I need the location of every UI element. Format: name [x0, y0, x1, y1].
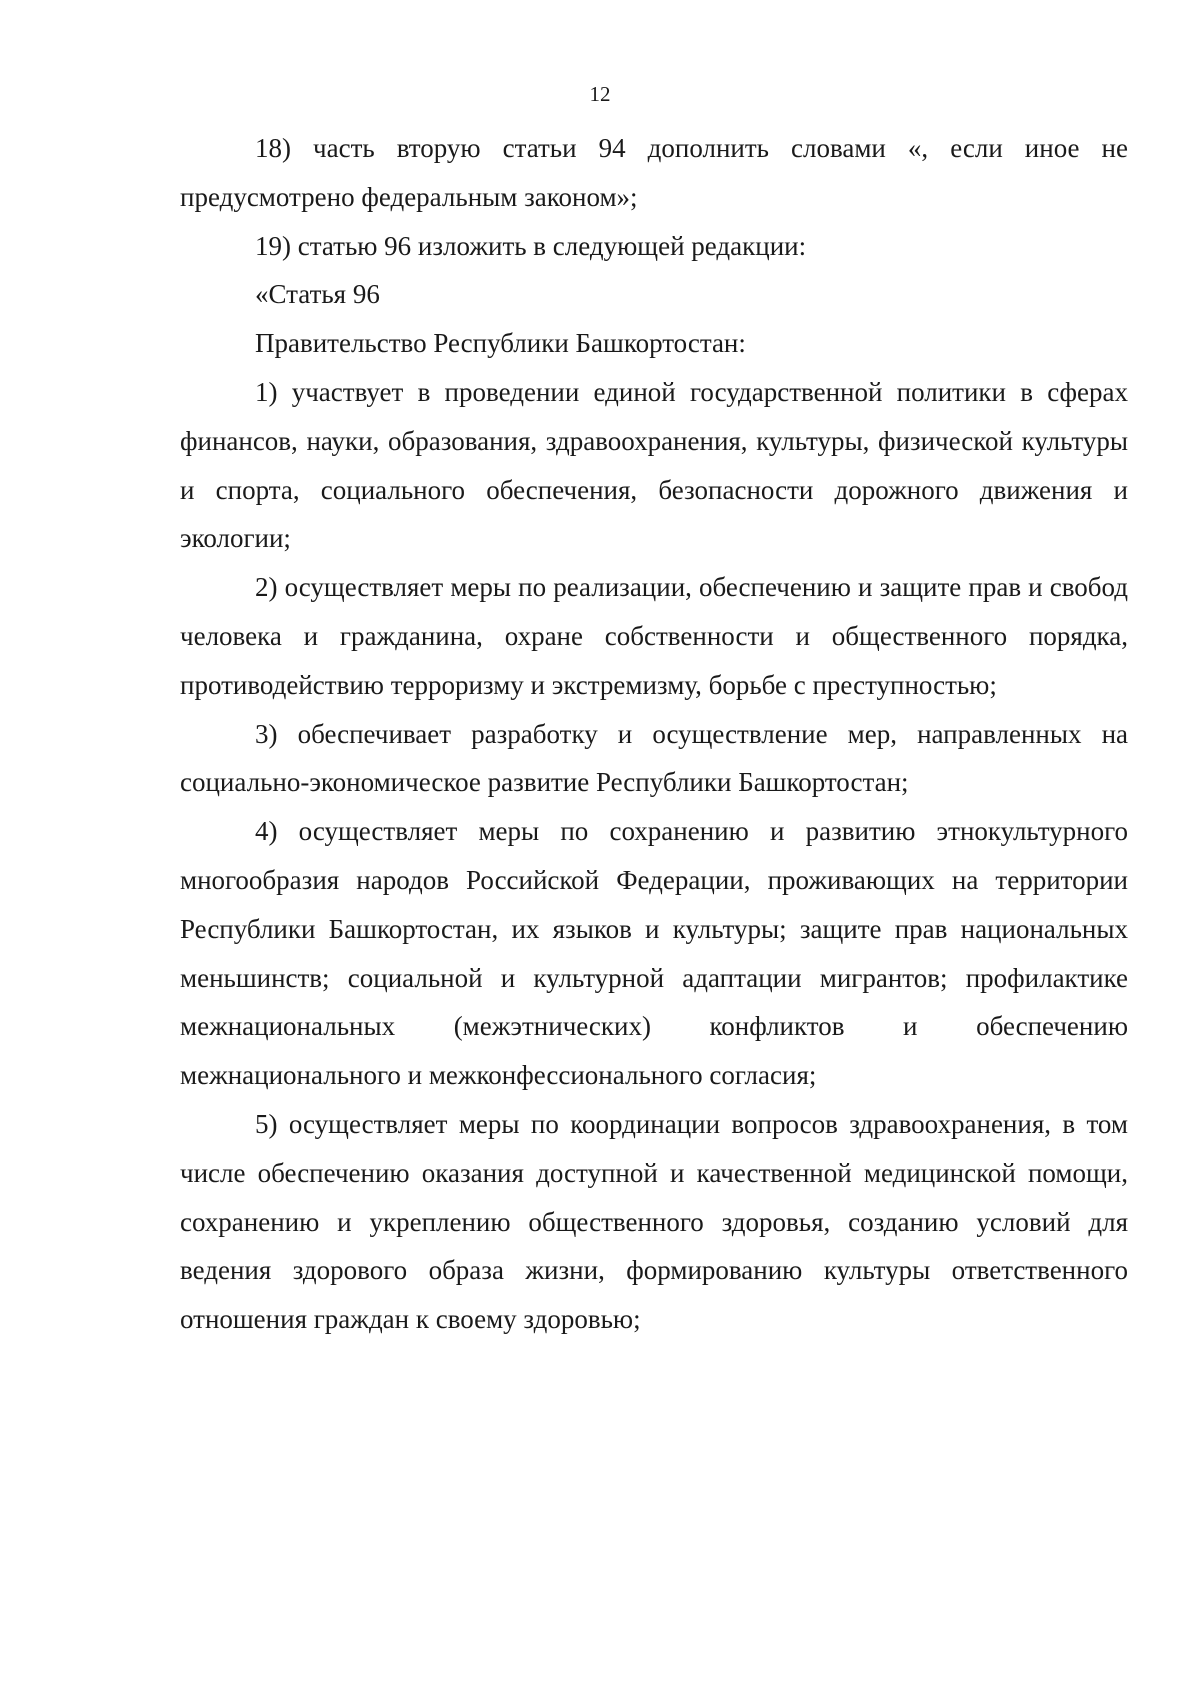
- list-item-2: 2) осуществляет меры по реализации, обеспечению и защите прав и свобод человека и гражданина, охране собственности и общественного порядка, противодействию терроризму и экстремизму, борьбе с преступностью;: [180, 572, 1128, 700]
- article-intro: Правительство Республики Башкортостан:: [255, 328, 746, 359]
- list-item-1: 1) участвует в проведении единой государственной политики в сферах финансов, науки, образования, здравоохранения, культуры, физической культуры и спорта, социального обеспечения, безопасности дорожного движения и экологии;: [180, 376, 1128, 554]
- page-number: 12: [589, 82, 611, 106]
- paragraph-18: 18) часть вторую статьи 94 дополнить словами «, если иное не предусмотрено федеральным законом»;: [180, 133, 1128, 212]
- list-item-3: 3) обеспечивает разработку и осуществление мер, направленных на социально-экономическое развитие Республики Башкортостан;: [180, 718, 1128, 798]
- paragraph-19: 19) статью 96 изложить в следующей редакции:: [255, 230, 807, 261]
- list-item-4: 4) осуществляет меры по сохранению и развитию этнокультурного многообразия народов Российской Федерации, проживающих на территории Республики Башкортостан, их языков и культуры; защите прав национальных меньшинств; социальной и культурной адаптации мигрантов; профилактике межнациональных (межэтнических) конфликтов и обеспечению межнационального и межконфессионального согласия;: [180, 816, 1128, 1091]
- list-item-5: 5) осуществляет меры по координации вопросов здравоохранения, в том числе обеспечению оказания доступной и качественной медицинской помощи, сохранению и укреплению общественного здоровья, созданию условий для ведения здорового образа жизни, формированию культуры ответственного отношения граждан к своему здоровью;: [180, 1108, 1128, 1335]
- document-body: [180, 124, 1128, 1344]
- article-heading: «Статья 96: [255, 279, 380, 310]
